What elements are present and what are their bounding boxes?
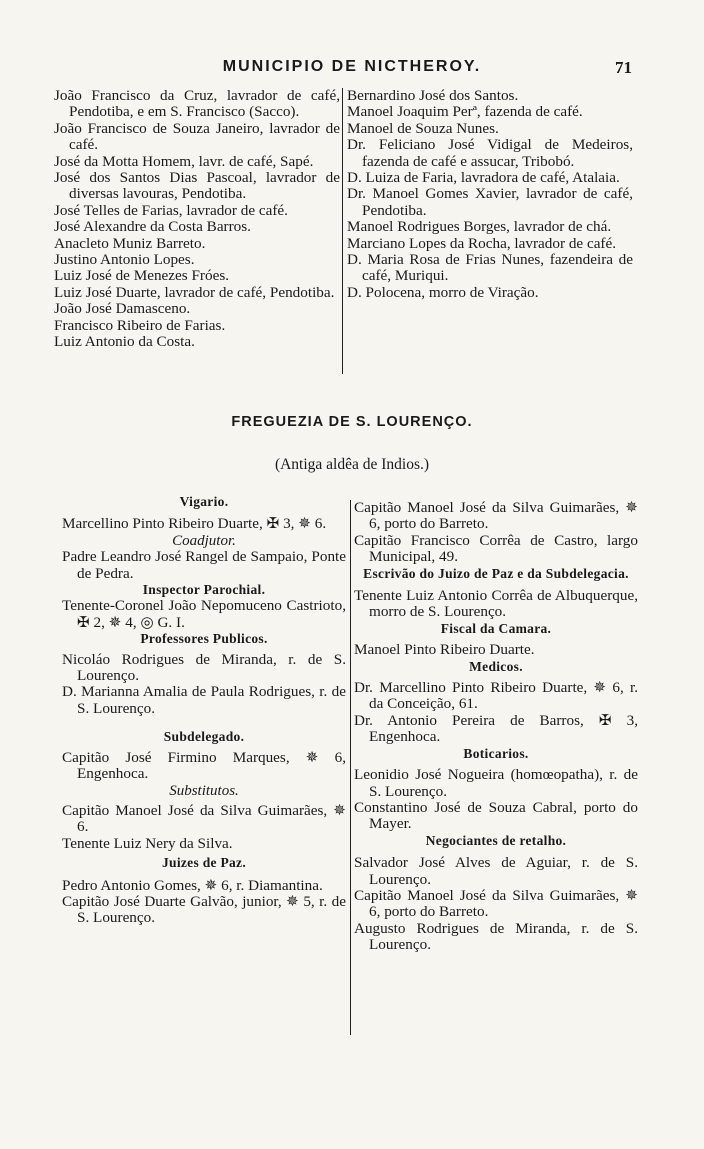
coadjutor-heading: Coadjutor.	[172, 532, 236, 549]
list-item: José Alexandre da Costa Barros.	[54, 218, 251, 236]
list-item: Dr. Manoel Gomes Xavier, lavrador de café, Pendotiba.	[347, 185, 633, 219]
running-title: MUNICIPIO DE NICTHEROY.	[222, 58, 482, 75]
fiscal-entry: Manoel Pinto Ribeiro Duarte.	[354, 641, 535, 659]
escrivao-entry: Tenente Luiz Antonio Corrêa de Albuquerque, morro de S. Lourenço.	[354, 587, 638, 621]
list-item: Nicoláo Rodrigues de Miranda, r. de S. Lourenço.	[62, 650, 346, 685]
list-item: João José Damasceno.	[54, 300, 191, 318]
column-divider	[342, 88, 343, 374]
list-item: Manoel Rodrigues Borges, lavrador de chá.	[347, 218, 612, 236]
list-item: Luiz José de Menezes Fróes.	[54, 267, 230, 285]
list-item: Leonidio José Nogueira (homœopatha), r. de S. Lourenço.	[354, 766, 638, 800]
list-item: João Francisco de Souza Janeiro, lavrador de café.	[54, 119, 340, 154]
list-item: Capitão Manoel José da Silva Guimarães, ✵ 6, porto do Barreto.	[354, 886, 638, 921]
page-number: 71	[615, 58, 632, 77]
section-title: FREGUEZIA DE S. LOURENÇO.	[231, 414, 473, 430]
list-item: Bernardino José dos Santos.	[347, 87, 519, 104]
list-item: D. Luiza de Faria, lavradora de café, Atalaia.	[347, 169, 620, 187]
boticarios-heading: Boticarios.	[463, 745, 529, 761]
list-item: D. Marianna Amalia de Paula Rodrigues, r. de S. Lourenço.	[62, 683, 346, 717]
juizes-heading: Juizes de Paz.	[161, 855, 247, 871]
list-item: D. Maria Rosa de Frias Nunes, fazendeira de café, Muriqui.	[347, 251, 633, 285]
vigario-heading: Vigario.	[179, 494, 229, 509]
subdelegado-heading: Subdelegado.	[163, 729, 245, 745]
top-left-column	[54, 88, 340, 351]
list-item: Tenente Luiz Nery da Silva.	[62, 834, 233, 852]
vigario-entry: Marcellino Pinto Ribeiro Duarte, ✠ 3, ✵ 6.	[62, 515, 327, 533]
professores-heading: Professores Publicos.	[140, 631, 268, 647]
list-item: Capitão Manoel José da Silva Guimarães, ✵ 6.	[62, 801, 346, 836]
section-subtitle: (Antiga aldêa de Indios.)	[274, 456, 430, 473]
coadjutor-entry: Padre Leandro José Rangel de Sampaio, Ponte de Pedra.	[62, 548, 346, 582]
escrivao-heading: Escrivão do Juizo de Paz e da Subdelegacia.	[363, 565, 629, 581]
column-divider	[350, 500, 351, 1035]
list-item: Augusto Rodrigues de Miranda, r. de S. Lourenço.	[354, 919, 638, 954]
list-item: Capitão José Duarte Galvão, junior, ✵ 5, r. de S. Lourenço.	[62, 892, 346, 927]
list-item: José da Motta Homem, lavr. de café, Sapé.	[54, 152, 314, 170]
list-item: Manoel de Souza Nunes.	[347, 119, 499, 137]
negociantes-heading: Negociantes de retalho.	[425, 832, 567, 848]
fiscal-heading: Fiscal da Camara.	[440, 620, 552, 636]
inspector-heading: Inspector Parochial.	[142, 582, 266, 598]
list-item: Salvador José Alves de Aguiar, r. de S. Lourenço.	[354, 854, 638, 888]
subdelegado-entry: Capitão José Firmino Marques, ✵ 6, Engenhoca.	[62, 748, 346, 783]
inspector-entry: Tenente-Coronel João Nepomuceno Castrioto, ✠ 2, ✵ 4, ◎ G. I.	[62, 597, 346, 631]
list-item: Capitão Francisco Corrêa de Castro, largo Municipal, 49.	[354, 531, 638, 566]
substitutos-heading: Substitutos.	[169, 782, 239, 799]
list-item: Manoel Joaquim Perª, fazenda de café.	[347, 103, 583, 121]
list-item: João Francisco da Cruz, lavrador de café, Pendotiba, e em S. Francisco (Sacco).	[54, 87, 340, 121]
top-right-column	[347, 88, 633, 301]
list-item: Marciano Lopes da Rocha, lavrador de café.	[347, 234, 617, 252]
parish-right-column	[354, 500, 638, 954]
list-item: Capitão Manoel José da Silva Guimarães, ✵ 6, porto do Barreto.	[354, 499, 638, 533]
parish-left-column	[62, 494, 346, 927]
list-item: D. Polocena, morro de Viração.	[347, 283, 539, 301]
list-item: Constantino José de Souza Cabral, porto do Mayer.	[354, 798, 638, 833]
list-item: Luiz Antonio da Costa.	[54, 333, 195, 351]
list-item: Pedro Antonio Gomes, ✵ 6, r. Diamantina.	[62, 876, 323, 894]
page-header	[0, 56, 704, 80]
list-item: Dr. Antonio Pereira de Barros, ✠ 3, Engenhoca.	[354, 711, 638, 746]
list-item: Francisco Ribeiro de Farias.	[54, 316, 226, 334]
list-item: Anacleto Muniz Barreto.	[54, 234, 206, 252]
list-item: José Telles de Farias, lavrador de café.	[54, 201, 288, 219]
medicos-heading: Medicos.	[469, 658, 523, 674]
list-item: José dos Santos Dias Pascoal, lavrador de diversas lavouras, Pendotiba.	[54, 169, 340, 203]
list-item: Justino Antonio Lopes.	[54, 251, 195, 269]
list-item: Luiz José Duarte, lavrador de café, Pendotiba.	[54, 283, 335, 301]
list-item: Dr. Marcellino Pinto Ribeiro Duarte, ✵ 6, r. da Conceição, 61.	[354, 679, 638, 713]
list-item: Dr. Feliciano José Vidigal de Medeiros, fazenda de café e assucar, Tribobó.	[347, 136, 633, 170]
